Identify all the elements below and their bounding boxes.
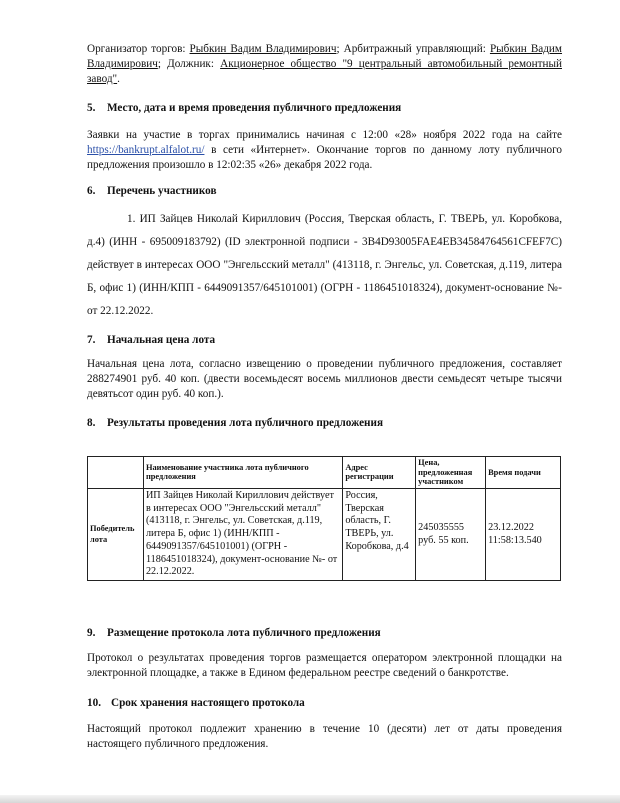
section-9-heading: 9. Размещение протокола лота публичного предложения [87, 627, 381, 639]
section-title: Размещение протокола лота публичного предложения [107, 627, 381, 639]
participant-item: 1. ИП Зайцев Николай Кириллович (Россия, Тверская область, Г. ТВЕРЬ, ул. Коробкова, д.4) (ИНН - 695009183792) (ID электронной подписи - 3B4D93005FAE4EB34584764561CFEF7C) действует в интересах ООО "Энгельсский металл" (413118, г. Энгельс, ул. Советская, д.119, литера Б, офис 1) (ИНН/КПП - 6449091357/645101001) (ОГРН - 1186451018324), документ-основание №- от 22.12.2022. [87, 213, 562, 317]
price-cell: 245035555 руб. 55 коп. [416, 488, 486, 580]
section-title: Срок хранения настоящего протокола [111, 697, 305, 709]
section-6-heading: 6. Перечень участников [87, 185, 217, 197]
section-5-text: Заявки на участие в торгах принимались начиная с 12:00 «28» ноября 2022 года на сайте https://bankrupt.alfalot.ru/ в сети «Интернет». Окончание торгов по данному лоту публичного предложения произошло в 12:02:35 «26» декабря 2022 года. [87, 129, 562, 171]
section-5-heading: 5. Место, дата и время проведения публичного предложения [87, 102, 402, 114]
intro-paragraph: Организатор торгов: Рыбкин Вадим Владимирович; Арбитражный управляющий: Рыбкин Вадим Владимирович; Должник: Акционерное общество "9 центральный автомобильный ремонтный завод". [87, 43, 563, 85]
section-10-text: Настоящий протокол подлежит хранению в течение 10 (десяти) лет от даты проведения настоящего публичного предложения. [87, 723, 562, 750]
table-header-cell: Время подачи [486, 457, 561, 489]
section-8-heading: 8. Результаты проведения лота публичного предложения [87, 417, 383, 429]
table-row [88, 488, 561, 580]
row-label: Победитель лота [88, 488, 144, 580]
participant-cell: ИП Зайцев Николай Кириллович действует в интересах ООО "Энгельсский металл" (413118, г. Энгельс, ул. Советская, д.119, литера Б, офис 1) (ИНН/КПП - 6449091357/645101001) (ОГРН - 1186451018324), документ-основание №- от 22.12.2022. [143, 488, 342, 580]
page-bottom-edge [0, 795, 620, 803]
manager-name: Рыбкин Вадим Владимирович [87, 43, 563, 70]
table-header-cell [88, 457, 144, 489]
section-title: Результаты проведения лота публичного предложения [107, 417, 383, 429]
section-7-text: Начальная цена лота, согласно извещению о проведении публичного предложения, составляет 288274901 руб. 40 коп. (двести восемьдесят восемь миллионов двести семьдесят четыре тысячи девятьсот один руб. 40 коп.). [87, 358, 562, 400]
section-title: Место, дата и время проведения публичного предложения [107, 102, 402, 114]
section-title: Начальная цена лота [107, 334, 216, 346]
time-cell: 23.12.2022 11:58:13.540 [486, 488, 561, 580]
address-cell: Россия, Тверская область, Г. ТВЕРЬ, ул. Коробкова, д.4 [343, 488, 416, 580]
debtor-label: ; Должник: [157, 57, 221, 70]
section-7-heading: 7. Начальная цена лота [87, 334, 216, 346]
organizer-name: Рыбкин Вадим Владимирович [189, 43, 337, 55]
manager-label: ; Арбитражный управляющий: [336, 43, 490, 55]
table-header-cell: Цена, предложенная участником [416, 457, 486, 489]
alfalot-link[interactable]: https://bankrupt.alfalot.ru/ [87, 143, 205, 156]
section-9-text: Протокол о результатах проведения торгов размещается оператором электронной площадки на электронной площадке, а также в Едином федеральном реестре сведений о банкротстве. [87, 652, 562, 679]
participants-list [87, 208, 562, 323]
table-header-cell: Адрес регистрации [343, 457, 416, 489]
results-table [87, 456, 561, 581]
section-10-heading: 10. Срок хранения настоящего протокола [87, 697, 305, 709]
table-header-cell: Наименование участника лота публичного предложения [143, 457, 342, 489]
debtor-name: Акционерное общество "9 центральный автомобильный ремонтный завод" [87, 57, 562, 85]
organizer-label: Организатор торгов: [87, 43, 190, 55]
table-header-row [88, 457, 561, 489]
section-title: Перечень участников [107, 185, 217, 197]
